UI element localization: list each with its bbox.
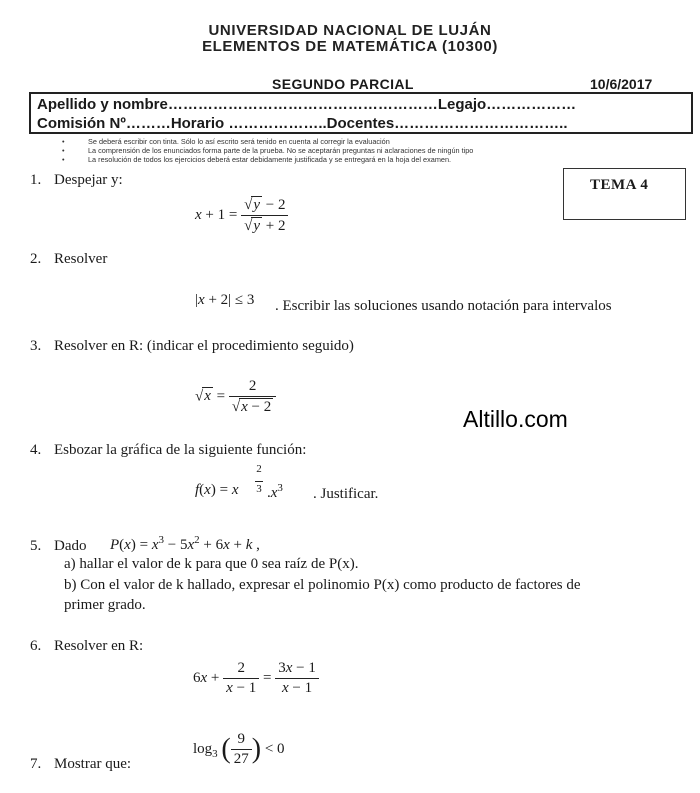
rule-item: • La resolución de todos los ejercicios deberá estar debidamente justificada y se entregará en la hoja del examen. [62, 155, 452, 165]
bullet-icon: • [62, 155, 65, 165]
tema-box [563, 168, 686, 220]
question-5-b-line1: b) Con el valor de k hallado, expresar el polinomio P(x) como producto de factores de [64, 577, 581, 593]
question-text: Resolver en R: (indicar el procedimiento seguido) [54, 338, 354, 354]
equation-2: |x + 2| ≤ 3 [195, 292, 255, 308]
tema-label: TEMA 4 [590, 177, 649, 193]
rule-item: • La comprensión de los enunciados forma parte de la prueba. No se aceptarán preguntas ni aclaraciones de ningún tipo [62, 146, 474, 156]
equation-3: √x = $\frac{2}{√x - 2}$ [195, 378, 276, 416]
question-3 [30, 338, 354, 355]
question-number: 6. [30, 638, 42, 654]
question-5-a: a) hallar el valor de k para que 0 sea raíz de P(x). [64, 556, 359, 572]
question-6 [30, 638, 143, 655]
question-text: Resolver [54, 251, 108, 267]
fraction: $\frac{3x - 1}{x - 1}$ [275, 660, 319, 697]
course-title: ELEMENTOS DE MATEMÁTICA (10300) [202, 38, 498, 55]
exam-title: SEGUNDO PARCIAL [272, 76, 414, 92]
exam-date: 10/6/2017 [590, 76, 653, 92]
bullet-icon: • [62, 146, 65, 156]
question-text: Mostrar que: [54, 756, 132, 772]
university-title: UNIVERSIDAD NACIONAL DE LUJÁN [208, 22, 492, 39]
question-text: Despejar y: [54, 172, 123, 188]
fraction: $\frac{√y - 2}{√y + 2}$ [241, 196, 288, 235]
question-2 [30, 251, 107, 268]
question-text: Resolver en R: [54, 638, 144, 654]
bullet-icon: • [62, 137, 65, 146]
question-5 [30, 538, 87, 555]
equation-6: 6x + $\frac{2}{x - 1}$ = $\frac{3x - 1}{x - 1}$ [193, 660, 319, 697]
student-info-box [29, 92, 693, 134]
question-text: Esbozar la gráfica de la siguiente función: [54, 442, 307, 458]
question-4-note: . Justificar. [313, 486, 379, 502]
question-7 [30, 756, 131, 773]
question-5-b-line2: primer grado. [64, 597, 146, 613]
fraction: $\frac{9}{27}$ [231, 731, 252, 768]
watermark: Altillo.com [463, 406, 568, 432]
question-number: 1. [30, 172, 42, 188]
question-number: 5. [30, 538, 42, 554]
question-number: 7. [30, 756, 42, 772]
question-text: Dado [54, 538, 87, 554]
equation-7: $\log_3$ ( $\frac{9}{27}$ ) < 0 [193, 731, 285, 767]
equation-1: x + 1 = $\frac{√y - 2}{√y + 2}$ [195, 196, 288, 235]
question-1 [30, 172, 123, 189]
student-name-row: Apellido y nombre………………………………………………Legajo……………… [37, 96, 577, 113]
equation-5: $P(x) = x^3 - 5x^2 + 6x + k$ , [110, 534, 260, 553]
question-number: 4. [30, 442, 42, 458]
question-2-note: . Escribir las soluciones usando notación para intervalos [275, 298, 612, 314]
student-commission-row: Comisión Nº………Horario ………………..Docentes…………………………….. [37, 115, 568, 132]
fraction: $\frac{2}{x - 1}$ [223, 660, 259, 697]
fraction: $\frac{2}{√x - 2}$ [229, 378, 276, 416]
exam-rules [62, 137, 473, 165]
question-number: 3. [30, 338, 42, 354]
question-4 [30, 442, 306, 459]
question-number: 2. [30, 251, 42, 267]
rule-item: • Se deberá escribir con tinta. Sólo lo así escrito será tenido en cuenta al corregir la evaluación [62, 137, 390, 146]
